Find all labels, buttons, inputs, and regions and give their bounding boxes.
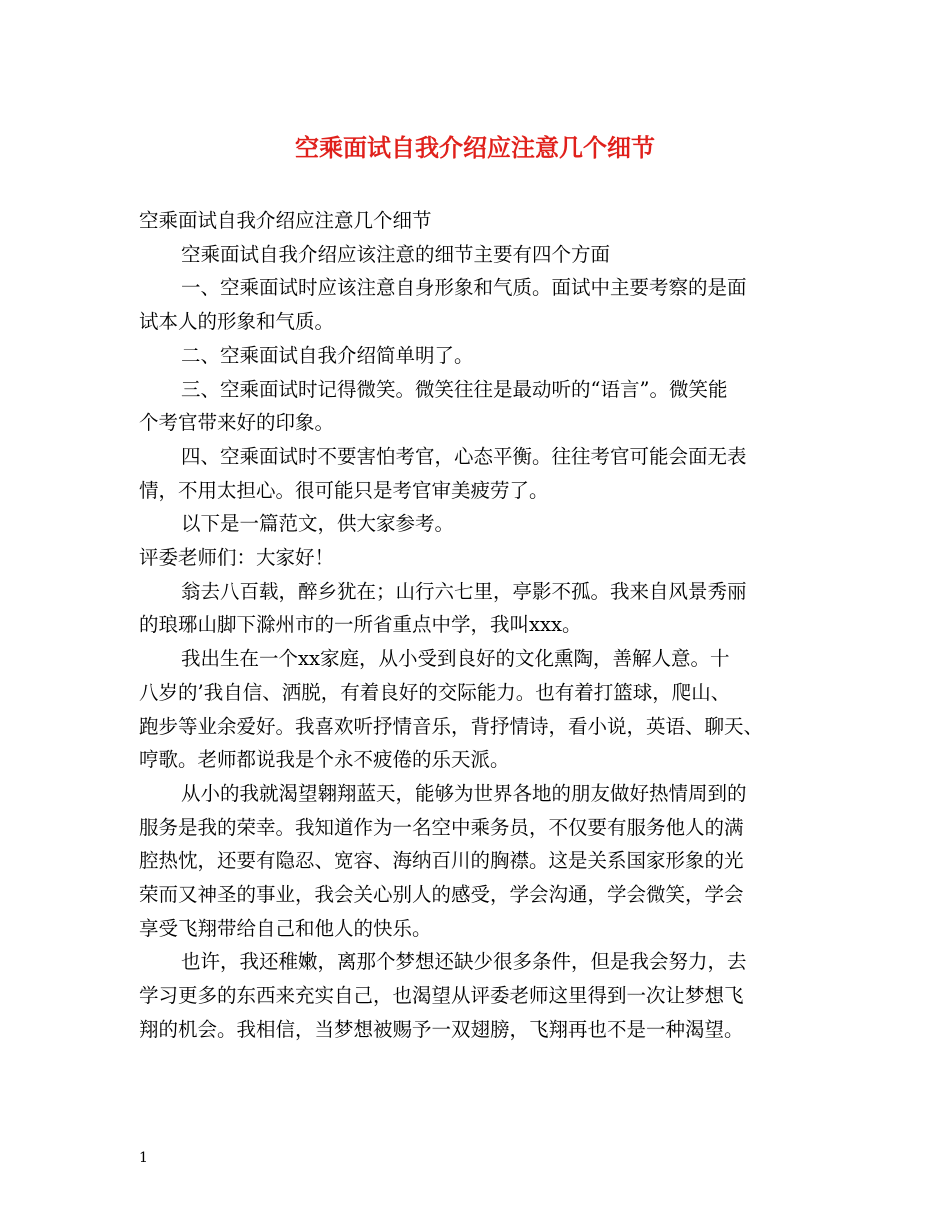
text-line: 学习更多的东西来充实自己，也渴望从评委老师这里得到一次让梦想飞 xyxy=(139,984,744,1008)
text-line: 三、空乘面试时记得微笑。微笑往往是最动听的“语言”。微笑能 xyxy=(181,377,728,401)
text-line: 翔的机会。我相信，当梦想被赐予一双翅膀，飞翔再也不是一种渴望。 xyxy=(139,1017,744,1041)
text-line: 翁去八百载，醉乡犹在；山行六七里，亭影不孤。我来自风景秀丽 xyxy=(181,579,747,603)
text-line: 情，不用太担心。很可能只是考官审美疲劳了。 xyxy=(139,478,549,502)
document-body xyxy=(139,204,829,1047)
text-line: 以下是一篇范文，供大家参考。 xyxy=(181,512,455,536)
text-line: 二、空乘面试自我介绍简单明了。 xyxy=(181,343,474,367)
text-line: 一、空乘面试时应该注意自身形象和气质。面试中主要考察的是面 xyxy=(181,276,747,300)
text-line: 个考官带来好的印象。 xyxy=(139,411,335,435)
page-number: 1 xyxy=(139,1150,148,1166)
text-line: 四、空乘面试时不要害怕考官，心态平衡。往往考官可能会面无表 xyxy=(181,444,747,468)
text-line: 试本人的形象和气质。 xyxy=(139,310,335,334)
text-line: 空乘面试自我介绍应注意几个细节 xyxy=(139,209,432,232)
text-line: 从小的我就渴望翱翔蓝天，能够为世界各地的朋友做好热情周到的 xyxy=(181,781,747,805)
text-line: 荣而又神圣的事业，我会关心别人的感受，学会沟通，学会微笑，学会 xyxy=(139,883,744,907)
text-line: 哼歌。老师都说我是个永不疲倦的乐天派。 xyxy=(139,748,510,772)
text-line: 的琅琊山脚下滁州市的一所省重点中学，我叫xxx。 xyxy=(139,613,582,637)
document-title: 空乘面试自我介绍应注意几个细节 xyxy=(295,133,655,162)
text-line: 跑步等业余爱好。我喜欢听抒情音乐，背抒情诗，看小说，英语、聊天、 xyxy=(139,714,764,738)
text-line: 也许，我还稚嫩，离那个梦想还缺少很多条件，但是我会努力，去 xyxy=(181,950,747,974)
text-line: 腔热忱，还要有隐忍、宽容、海纳百川的胸襟。这是关系国家形象的光 xyxy=(139,849,744,873)
text-line: 评委老师们：大家好！ xyxy=(139,546,335,570)
text-line: 享受飞翔带给自己和他人的快乐。 xyxy=(139,916,432,940)
text-line: 空乘面试自我介绍应该注意的细节主要有四个方面 xyxy=(181,242,611,266)
text-line: 八岁的’我自信、洒脱，有着良好的交际能力。也有着打篮球，爬山、 xyxy=(139,680,731,704)
text-line: 服务是我的荣幸。我知道作为一名空中乘务员，不仅要有服务他人的满 xyxy=(139,815,744,839)
text-line: 我出生在一个xx家庭，从小受到良好的文化熏陶，善解人意。十 xyxy=(181,647,730,671)
